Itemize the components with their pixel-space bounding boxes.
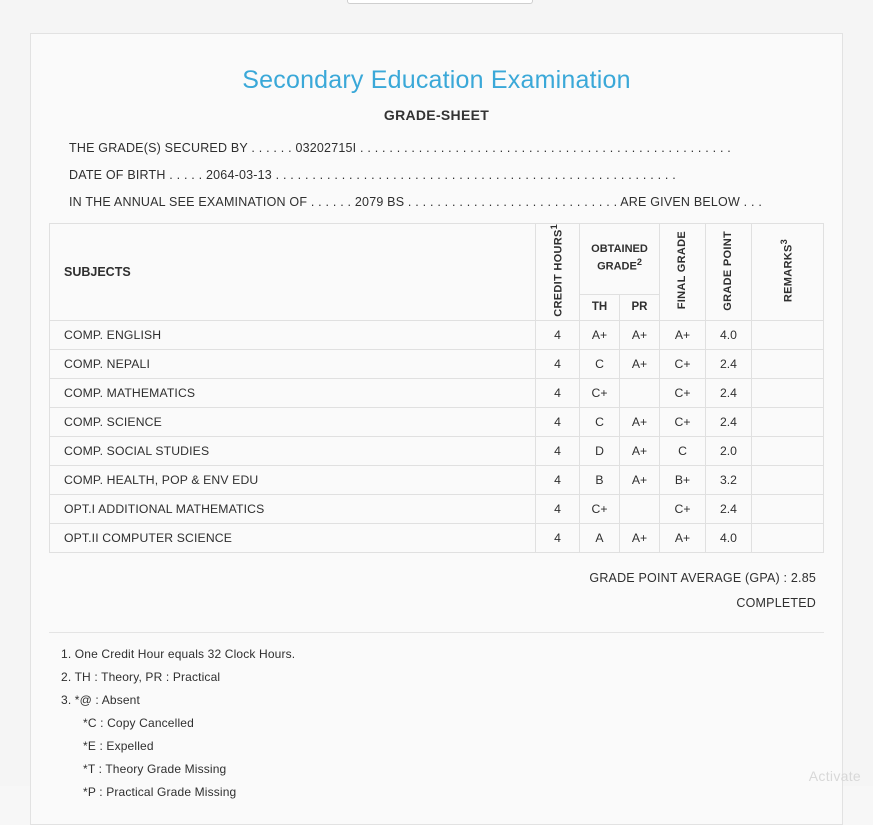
- cell-practical-grade: A+: [620, 349, 660, 378]
- cell-subject: COMP. SCIENCE: [50, 407, 536, 436]
- grades-table-head: [50, 224, 824, 321]
- cell-credit-hours: 4: [536, 407, 580, 436]
- cell-grade-point: 2.4: [706, 349, 752, 378]
- watermark-text: Activate: [808, 768, 861, 784]
- cell-remarks: [752, 436, 824, 465]
- note-5: *E : Expelled: [83, 738, 154, 753]
- cell-subject: COMP. MATHEMATICS: [50, 378, 536, 407]
- cell-subject: COMP. ENGLISH: [50, 320, 536, 349]
- cell-remarks: [752, 407, 824, 436]
- header-theory: TH: [580, 294, 620, 320]
- page-subtitle: GRADE-SHEET: [383, 107, 490, 123]
- cell-final-grade: C: [660, 436, 706, 465]
- cell-theory-grade: A+: [580, 320, 620, 349]
- cell-theory-grade: C: [580, 349, 620, 378]
- table-row: [50, 494, 824, 523]
- cell-practical-grade: A+: [620, 436, 660, 465]
- cell-final-grade: A+: [660, 523, 706, 552]
- grade-sheet-card: [30, 33, 843, 825]
- header-credit-hours-label: CREDIT HOURS: [552, 229, 565, 317]
- header-remarks: [752, 224, 824, 321]
- cell-credit-hours: 4: [536, 320, 580, 349]
- cell-theory-grade: A: [580, 523, 620, 552]
- note-3: 3. *@ : Absent: [61, 692, 140, 707]
- header-credit-hours: [536, 224, 580, 321]
- cell-credit-hours: 4: [536, 494, 580, 523]
- cell-subject: COMP. SOCIAL STUDIES: [50, 436, 536, 465]
- cell-credit-hours: 4: [536, 523, 580, 552]
- cell-theory-grade: C: [580, 407, 620, 436]
- cell-credit-hours: 4: [536, 465, 580, 494]
- cell-remarks: [752, 349, 824, 378]
- cell-theory-grade: D: [580, 436, 620, 465]
- table-row: [50, 436, 824, 465]
- header-subjects: SUBJECTS: [50, 224, 536, 321]
- grades-table: [49, 223, 824, 553]
- header-grade-point-label: GRADE POINT: [721, 230, 734, 311]
- table-row: [50, 465, 824, 494]
- cell-practical-grade: A+: [620, 407, 660, 436]
- cell-grade-point: 2.4: [706, 494, 752, 523]
- note-4: *C : Copy Cancelled: [83, 715, 194, 730]
- note-6: *T : Theory Grade Missing: [83, 761, 227, 776]
- cell-practical-grade: A+: [620, 465, 660, 494]
- cell-theory-grade: C+: [580, 378, 620, 407]
- header-final-grade: [660, 224, 706, 321]
- header-obtained-grade-sup: 2: [636, 257, 642, 268]
- cell-final-grade: A+: [660, 320, 706, 349]
- declaration-line-1: THE GRADE(S) SECURED BY . . . . . . 03202715I . . . . . . . . . . . . . . . . . . . . . . . . . . . . . . . . . . . . . . . . . . . . . . . . . . .: [69, 141, 731, 155]
- declaration-line-2: DATE OF BIRTH . . . . . 2064-03-13 . . . . . . . . . . . . . . . . . . . . . . . . . . . . . . . . . . . . . . . . . . . . . . . . . . . . . . .: [69, 168, 676, 182]
- page-title: Secondary Education Examination: [242, 66, 631, 94]
- grades-table-body: [50, 320, 824, 552]
- cell-grade-point: 2.4: [706, 407, 752, 436]
- cell-credit-hours: 4: [536, 378, 580, 407]
- page-top-stub: [347, 0, 533, 4]
- cell-final-grade: C+: [660, 407, 706, 436]
- cell-remarks: [752, 465, 824, 494]
- cell-subject: OPT.II COMPUTER SCIENCE: [50, 523, 536, 552]
- status-line: COMPLETED: [736, 595, 816, 610]
- cell-grade-point: 2.4: [706, 378, 752, 407]
- header-remarks-sup: 3: [778, 238, 789, 245]
- header-practical: PR: [620, 294, 660, 320]
- header-final-grade-label: FINAL GRADE: [675, 231, 688, 310]
- cell-grade-point: 4.0: [706, 523, 752, 552]
- cell-final-grade: C+: [660, 494, 706, 523]
- header-grade-point: [706, 224, 752, 321]
- cell-remarks: [752, 320, 824, 349]
- note-2: 2. TH : Theory, PR : Practical: [61, 669, 221, 684]
- cell-practical-grade: [620, 378, 660, 407]
- declaration-block: [49, 141, 824, 209]
- cell-final-grade: C+: [660, 349, 706, 378]
- header-obtained-grade-label: OBTAINED GRADE: [591, 243, 648, 273]
- table-row: [50, 378, 824, 407]
- cell-practical-grade: A+: [620, 320, 660, 349]
- table-row: [50, 320, 824, 349]
- table-row: [50, 523, 824, 552]
- cell-subject: COMP. NEPALI: [50, 349, 536, 378]
- cell-subject: COMP. HEALTH, POP & ENV EDU: [50, 465, 536, 494]
- cell-grade-point: 3.2: [706, 465, 752, 494]
- cell-credit-hours: 4: [536, 436, 580, 465]
- cell-remarks: [752, 378, 824, 407]
- table-row: [50, 407, 824, 436]
- note-1: 1. One Credit Hour equals 32 Clock Hours.: [61, 646, 296, 661]
- header-remarks-label: REMARKS: [782, 244, 795, 302]
- cell-grade-point: 2.0: [706, 436, 752, 465]
- header-row-main: [50, 224, 824, 295]
- header-obtained-grade: [580, 224, 660, 295]
- cell-final-grade: C+: [660, 378, 706, 407]
- cell-remarks: [752, 523, 824, 552]
- declaration-line-3: IN THE ANNUAL SEE EXAMINATION OF . . . . . . 2079 BS . . . . . . . . . . . . . . . . . . . . . . . . . . . . . ARE GIVEN BELOW . . .: [69, 195, 763, 209]
- gpa-line: GRADE POINT AVERAGE (GPA) : 2.85: [589, 570, 816, 585]
- cell-credit-hours: 4: [536, 349, 580, 378]
- note-7: *P : Practical Grade Missing: [83, 784, 237, 799]
- cell-remarks: [752, 494, 824, 523]
- cell-practical-grade: [620, 494, 660, 523]
- cell-subject: OPT.I ADDITIONAL MATHEMATICS: [50, 494, 536, 523]
- cell-grade-point: 4.0: [706, 320, 752, 349]
- cell-practical-grade: A+: [620, 523, 660, 552]
- cell-theory-grade: B: [580, 465, 620, 494]
- header-credit-hours-sup: 1: [548, 224, 559, 230]
- notes-block: [49, 632, 824, 799]
- cell-theory-grade: C+: [580, 494, 620, 523]
- table-row: [50, 349, 824, 378]
- cell-final-grade: B+: [660, 465, 706, 494]
